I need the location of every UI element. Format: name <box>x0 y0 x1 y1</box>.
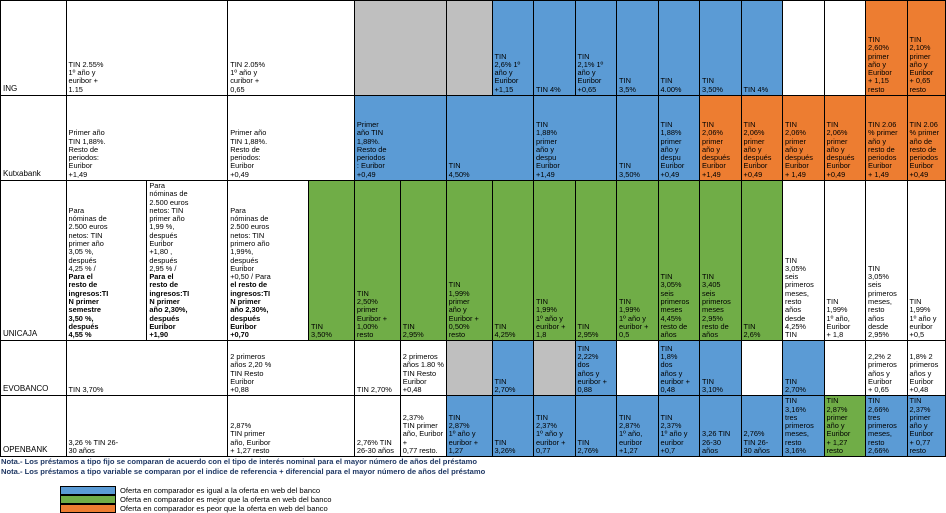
rate-cell <box>617 341 659 396</box>
rate-cell: TIN 2.06 % primer año y resto de periodos Euribor + 1,49 <box>866 96 908 181</box>
rate-cell: TIN 2,06% primer año y después Euribor +1,49 <box>700 96 742 181</box>
rate-cell: 2 primeros años 2,20 % TIN Resto Euribor +0,88 <box>228 341 355 396</box>
table-row <box>1 96 946 181</box>
note-fixed-rate: Nota.- Los préstamos a tipo fijo se comparan de acuerdo con el tipo de interés nominal para el mayor número de años del préstamo <box>1 457 477 467</box>
bank-name-cell: EVOBANCO <box>1 341 67 396</box>
rate-cell: TIN 3,10% <box>700 341 742 396</box>
rate-cell <box>446 1 492 96</box>
rate-cell <box>741 341 783 396</box>
rate-cell: Para nóminas de 2.500 euros netos: TIN primer año 3,05 %, después 4,25 % / Para el resto de ingresos:TI N primer semestre 3,50 %, después 4,55 % <box>66 181 147 341</box>
rate-cell: Primer año TIN 1,88%. Resto de periodos: Euribor +1,49 <box>66 96 228 181</box>
rate-cell: TIN 2,87% 1º año, euribor +1,27 <box>617 396 659 457</box>
rate-cell: 2,2% 2 primeros años y Euribor + 0,65 <box>866 341 908 396</box>
rate-cell: TIN 2,70% <box>492 341 534 396</box>
rate-cell: TIN 4.00% <box>658 1 700 96</box>
rate-cell: TIN 2.05% 1º año y curibor + 0,65 <box>228 1 355 96</box>
rate-cell: TIN 1,99% 1º año y euribor + 0,5 <box>617 181 659 341</box>
rate-cell <box>446 341 492 396</box>
rate-cell: TIN 2,60% primer año y Euribor + 1,15 resto <box>866 1 908 96</box>
bank-name-cell: Kutxabank <box>1 96 67 181</box>
table-row <box>1 341 946 396</box>
bank-name-cell: UNICAJA <box>1 181 67 341</box>
rate-cell: TIN 3,50% <box>309 181 355 341</box>
legend-row <box>60 486 331 495</box>
rate-cell: TIN 3,26% <box>492 396 534 457</box>
table-row <box>1 1 946 96</box>
rate-cell: TIN 2,76% <box>575 396 617 457</box>
rate-cell: TIN 2,37% 1º año y euribor + 0,77 <box>534 396 576 457</box>
rate-cell: 3,26 % TIN 26- 30 años <box>66 396 228 457</box>
rate-cell: TIN 2,87% primer año y Euribor + 1,27 resto <box>824 396 866 457</box>
rate-cell: TIN 4,50% <box>446 96 533 181</box>
rate-cell: TIN 3,5% <box>617 1 659 96</box>
rate-cell: 3,26 TIN 26-30 años <box>700 396 742 457</box>
legend-label: Oferta en comparador es igual a la oferta en web del banco <box>120 486 321 496</box>
rate-cell <box>824 341 866 396</box>
rate-cell: TIN 2.55% 1º año y euribor + 1.15 <box>66 1 228 96</box>
rate-cell: TIN 3,05% seis primeros meses, resto años desde 4,25% TIN <box>783 181 825 341</box>
rate-cell: TIN 1,99% 1º año y euribor + 1,8 <box>534 181 576 341</box>
rate-cell: TIN 4% <box>534 1 576 96</box>
notes-block <box>0 457 946 476</box>
legend-label: Oferta en comparador es mejor que la oferta en web del banco <box>120 495 332 505</box>
rate-cell: TIN 3,50% <box>617 96 659 181</box>
rate-cell: 1,8% 2 primeros años y Euribor +0,48 <box>907 341 945 396</box>
rate-cell: TIN 2,06% primer año y después Euribor + 1,49 <box>783 96 825 181</box>
legend-body <box>60 486 331 513</box>
table-row <box>1 396 946 457</box>
rate-cell: TIN 3,16% tres primeros meses, resto 3,16% <box>783 396 825 457</box>
legend <box>60 486 331 513</box>
bank-name-cell: ING <box>1 1 67 96</box>
rate-cell: TIN 2,70% <box>354 341 400 396</box>
rate-cell: TIN 2,66% tres primeros meses, resto 2,66% <box>866 396 908 457</box>
rate-cell <box>783 1 825 96</box>
table-row <box>1 181 946 341</box>
rate-cell: TIN 3,70% <box>66 341 228 396</box>
table-body <box>1 1 946 457</box>
legend-swatch <box>60 504 116 513</box>
rate-cell: TIN 2,10% primer año y Euribor + 0,65 resto <box>907 1 945 96</box>
rate-cell: TIN 3,50% <box>700 1 742 96</box>
legend-label: Oferta en comparador es peor que la oferta en web del banco <box>120 504 328 513</box>
rate-cell <box>534 341 576 396</box>
rate-cell: TIN 1,99% 1º año, Euribor + 1,8 <box>824 181 866 341</box>
rate-cell: TIN 2,1% 1º año y Euribor +0,65 <box>575 1 617 96</box>
rate-cell: Para nóminas de 2.500 euros netos: TIN primer año 1,99 %, después Euribor +1,80 , después 2,95 % / Para el resto de ingresos:TI N primer año 2,30%, después Euribor +1,90 <box>147 181 228 341</box>
legend-row <box>60 504 331 513</box>
rate-cell: TIN 1,88% primer año y despu Euribor +0,49 <box>658 96 700 181</box>
rate-cell: TIN 4,25% <box>492 181 534 341</box>
legend-swatch <box>60 495 116 504</box>
rate-cell: TIN 2,06% primer año y después Euribor +0,49 <box>741 96 783 181</box>
legend-color-box <box>60 486 116 495</box>
legend-color-box <box>60 495 116 504</box>
rate-cell: TIN 2,06% primer año y después Euribor +0,49 <box>824 96 866 181</box>
rate-cell: TIN 3,405 seis primeros meses 2,95% resto de años <box>700 181 742 341</box>
rate-cell: TIN 3,05% seis primeros meses, resto años desde 2,95% <box>866 181 908 341</box>
rate-cell: TIN 2,6% 1º año y Euribor +1,15 <box>492 1 534 96</box>
rate-cell: TIN 2,37% 1º año y euribor +0,7 <box>658 396 700 457</box>
legend-swatch <box>60 486 116 495</box>
rate-cell: TIN 2,37% primer año y Euribor + 0,77 resto <box>907 396 945 457</box>
rate-cell: TIN 1,99% primer año y Euribor + 0,50% resto <box>446 181 492 341</box>
legend-color-box <box>60 504 116 513</box>
rate-cell: TIN 2,6% <box>741 181 783 341</box>
legend-row <box>60 495 331 504</box>
rate-cell: TIN 1,88% primer año y despu Euribor +1,49 <box>534 96 617 181</box>
rate-cell: TIN 2,22% dos años y euribor + 0,88 <box>575 341 617 396</box>
bank-name-cell: OPENBANK <box>1 396 67 457</box>
rate-cell: 2,87% TIN primer año, Euribor + 1,27 resto <box>228 396 355 457</box>
rate-cell: 2,76% TIN 26-30 años <box>354 396 400 457</box>
rate-cell: TIN 2,50% primer Euribor + 1,00% resto <box>354 181 400 341</box>
rate-cell: TIN 2.06 % primer año de resto de periodos Euribor +0,49 <box>907 96 945 181</box>
rate-cell: 2,76% TIN 26- 30 años <box>741 396 783 457</box>
rate-cell: 2 primeros años 1.80 % TIN Resto Euribor +0,48 <box>400 341 446 396</box>
rate-cell: TIN 1,8% dos años y euribor + 0,48 <box>658 341 700 396</box>
rate-cell: TIN 3,05% seis primeros meses 4,45% resto de años <box>658 181 700 341</box>
rate-cell: TIN 1,99% 1º año y euribor +0,5 <box>907 181 945 341</box>
rate-cell: TIN 2,87% 1º año y euribor + 1,27 <box>446 396 492 457</box>
rate-cell: Para nóminas de 2.500 euros netos: TIN primero año 1,99%, después Euribor +0,50 / Para el resto de ingresos:TI N primer año 2,30%, después Euribor +0,70 <box>228 181 309 341</box>
rate-cell: Primer año TIN 1,88%. Resto de periodos: Euribor +0,49 <box>228 96 355 181</box>
rate-cell: TIN 2,95% <box>575 181 617 341</box>
rate-cell <box>824 1 866 96</box>
rate-cell: TIN 2,70% <box>783 341 825 396</box>
rate-cell: TIN 2,95% <box>400 181 446 341</box>
rate-cell: 2,37% TIN primer año, Euribor + 0,77 resto. <box>400 396 446 457</box>
rate-cell: TIN 4% <box>741 1 783 96</box>
rate-cell: Primer año TIN 1,88%. Resto de periodos : Euribor +0,49 <box>354 96 446 181</box>
note-variable-rate: Nota.- Los préstamos a tipo variable se comparan por el indice de referencia + diferencial para el mayor número de años del préstamo <box>1 466 486 476</box>
rate-cell <box>354 1 446 96</box>
